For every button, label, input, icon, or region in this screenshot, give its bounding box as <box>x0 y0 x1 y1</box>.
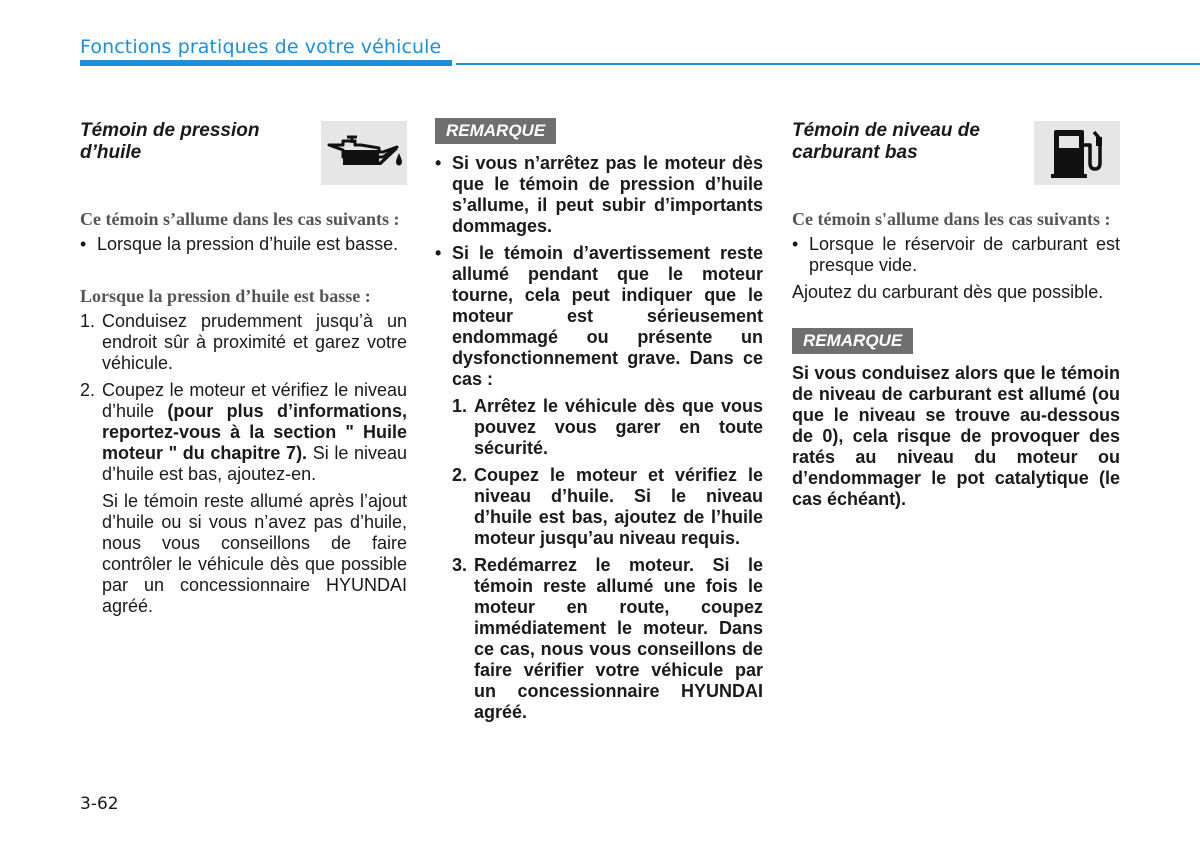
low-fuel-heading: Témoin de niveau de carburant bas <box>792 120 980 163</box>
oil-bullet-1: • Lorsque la pression d’huile est basse. <box>80 234 407 255</box>
remarque-badge: REMARQUE <box>435 118 556 144</box>
column-remarque-oil <box>435 118 763 723</box>
step-text: Conduisez prudemment jusqu’à un endroit sûr à proximité et garez votre véhicule. <box>102 311 407 373</box>
oil-pressure-icon <box>321 121 407 185</box>
remarque-bullet-1: • Si vous n’arrêtez pas le moteur dès que le témoin de pression d’huile s’allume, il peut subir d’importants dommages. <box>435 153 763 237</box>
remarque-step-1 <box>452 396 763 459</box>
oil-step-1 <box>80 311 407 374</box>
fuel-remarque-text: Si vous conduisez alors que le témoin de niveau de carburant est allumé (ou que le niveau se trouve au-dessous de 0), cela risque de provoquer des ratés au niveau du moteur ou d’endommager le pot catalytique (le cas échéant). <box>792 363 1120 509</box>
header-rule-thin <box>456 63 1200 65</box>
step-number: 2. <box>452 465 468 485</box>
header-rule-thick <box>80 60 452 66</box>
oil-step-2 <box>80 380 407 485</box>
section-title: Fonctions pratiques de votre véhicule <box>80 36 442 58</box>
remarque-step-3 <box>452 555 763 723</box>
oil-lead-2: Lorsque la pression d’huile est basse : <box>80 286 371 306</box>
step-text: Redémarrez le moteur. Si le témoin reste allumé une fois le moteur en route, coupez immédiatement le moteur. Dans ce cas, nous vous conseillons de faire vérifier votre véhicule par un concessionnaire HYUNDAI agréé. <box>474 555 763 722</box>
step-number: 1. <box>80 311 96 331</box>
fuel-bullet-1: • Lorsque le réservoir de carburant est presque vide. <box>792 234 1120 276</box>
fuel-pump-icon <box>1034 121 1120 185</box>
oil-step-2-followup <box>80 491 407 617</box>
step-number: 1. <box>452 396 468 416</box>
remarque-bullet-2: • Si le témoin d’avertissement reste allumé pendant que le moteur tourne, cela peut indiquer que le moteur est sérieusement endommagé ou présente un dysfonctionnement grave. Dans ce cas : <box>435 243 763 390</box>
fuel-paragraph: Ajoutez du carburant dès que possible. <box>792 282 1104 302</box>
oil-lead-1: Ce témoin s’allume dans les cas suivants : <box>80 209 400 229</box>
step-text: Coupez le moteur et vérifiez le niveau d’huile <box>102 380 407 421</box>
step-text-end: Si le niveau d’huile est bas, ajoutez-en. <box>102 443 407 484</box>
step-text: Coupez le moteur et vérifiez le niveau d’huile. Si le niveau d’huile est bas, ajoutez de l’huile moteur jusqu’au niveau requis. <box>474 465 763 548</box>
page-number: 3-62 <box>80 794 119 814</box>
step-text: Arrêtez le véhicule dès que vous pouvez vous garer en toute sécurité. <box>474 396 763 458</box>
remarque-badge: REMARQUE <box>792 328 913 354</box>
step-reference: (pour plus d’informations, reportez-vous à la section " Huile moteur " du chapitre 7). <box>102 401 407 463</box>
fuel-lead-1: Ce témoin s'allume dans les cas suivants : <box>792 209 1111 229</box>
step-number: 3. <box>452 555 468 575</box>
step-number: 2. <box>80 380 96 400</box>
remarque-step-2 <box>452 465 763 549</box>
column-oil-pressure <box>80 118 407 617</box>
step-text: Si le témoin reste allumé après l’ajout d’huile ou si vous n’avez pas d’huile, nous vous conseillons de faire contrôler le véhicule dès que possible par un concessionnaire HYUNDAI agréé. <box>102 491 407 616</box>
oil-pressure-heading: Témoin de pression d’huile <box>80 120 260 163</box>
column-low-fuel <box>792 118 1120 510</box>
